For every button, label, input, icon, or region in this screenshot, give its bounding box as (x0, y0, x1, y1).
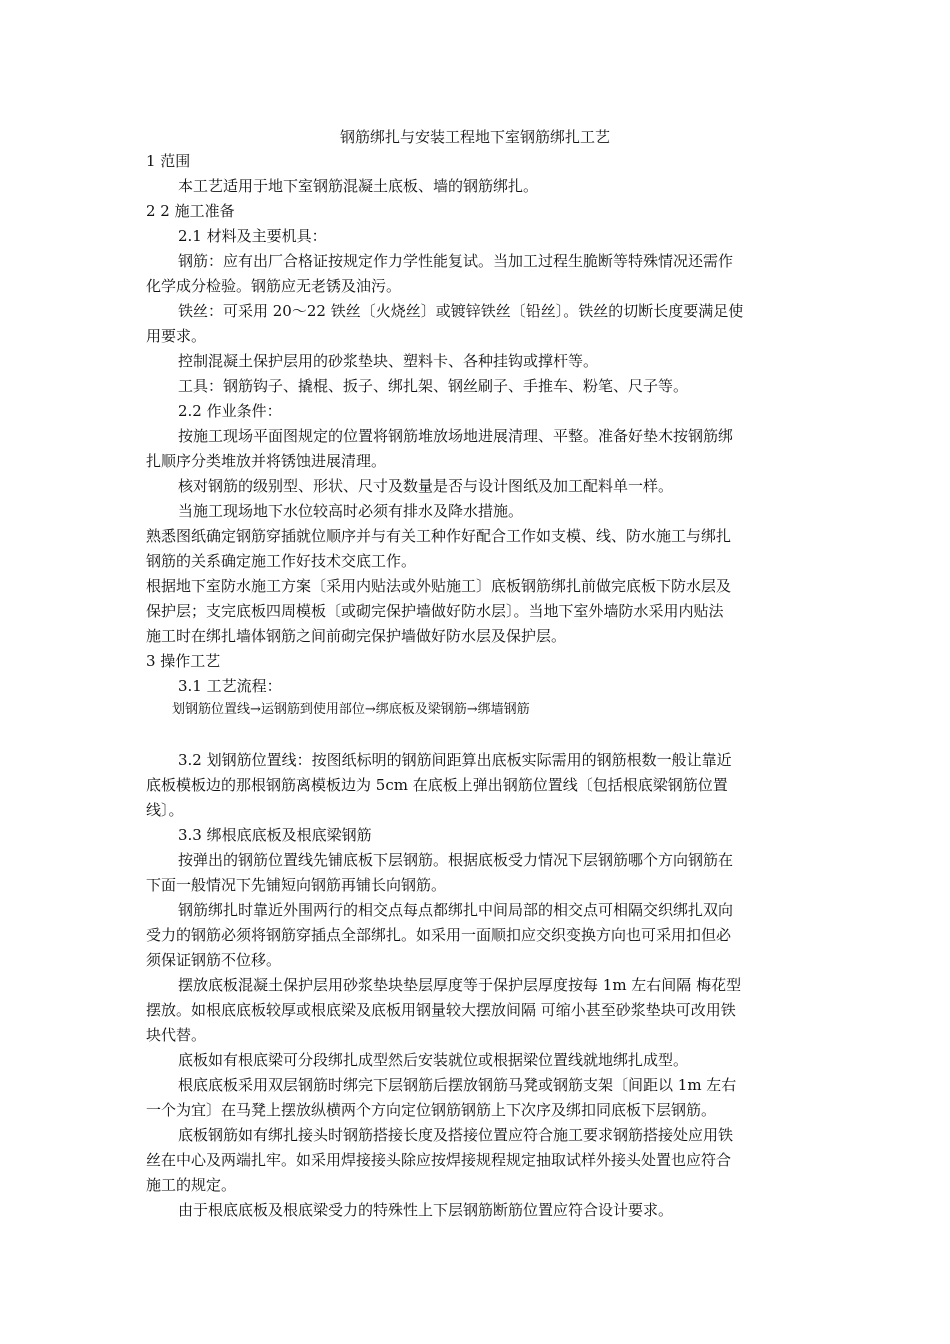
paragraph-line: 当施工现场地下水位较高时必须有排水及降水措施。 (178, 502, 524, 520)
paragraph-line: 核对钢筋的级别型、形状、尺寸及数量是否与设计图纸及加工配料单一样。 (178, 477, 674, 495)
paragraph-line: 摆放底板混凝土保护层用砂浆垫块垫层厚度等于保护层厚度按每 1m 左右间隔 梅花型 (178, 976, 742, 994)
paragraph-line: 线〕。 (146, 801, 184, 819)
paragraph-line: 铁丝：可采用 20～22 铁丝〔火烧丝〕或镀锌铁丝〔铅丝〕。铁丝的切断长度要满足使 (178, 302, 744, 320)
paragraph-line: 施工的规定。 (146, 1176, 237, 1194)
section-heading: 1 范围 (146, 152, 191, 170)
process-flow-line: 划钢筋位置线→运钢筋到使用部位→绑底板及梁钢筋→绑墙钢筋 (172, 702, 530, 717)
paragraph-line: 由于根底底板及根底梁受力的特殊性上下层钢筋断筋位置应符合设计要求。 (178, 1201, 674, 1219)
paragraph-line: 根底底板采用双层钢筋时绑完下层钢筋后摆放钢筋马凳或钢筋支架〔间距以 1m 左右 (178, 1076, 737, 1094)
paragraph-line: 化学成分检验。钢筋应无老锈及油污。 (146, 277, 402, 295)
subsection-heading: 3.1 工艺流程： (178, 677, 282, 695)
paragraph-line: 控制混凝土保护层用的砂浆垫块、塑料卡、各种挂钩或撑杆等。 (178, 352, 599, 370)
paragraph-line: 块代替。 (146, 1026, 207, 1044)
subsection-heading: 2.1 材料及主要机具： (178, 227, 327, 245)
paragraph-line: 工具：钢筋钩子、撬棍、扳子、绑扎架、钢丝刷子、手推车、粉笔、尺子等。 (178, 377, 689, 395)
paragraph-line: 底板模板边的那根钢筋离模板边为 5cm 在底板上弹出钢筋位置线〔包括根底梁钢筋位置 (146, 776, 728, 794)
paragraph-line: 须保证钢筋不位移。 (146, 951, 282, 969)
subsection-heading: 3.3 绑根底底板及根底梁钢筋 (178, 826, 372, 844)
paragraph-line: 钢筋的关系确定施工作好技术交底工作。 (146, 552, 417, 570)
paragraph-line: 一个为宜〕在马凳上摆放纵横两个方向定位钢筋钢筋上下次序及绑扣同底板下层钢筋。 (146, 1101, 717, 1119)
paragraph-line: 下面一般情况下先铺短向钢筋再铺长向钢筋。 (146, 876, 447, 894)
paragraph-line: 3.2 划钢筋位置线：按图纸标明的钢筋间距算出底板实际需用的钢筋根数一般让靠近 (178, 751, 732, 769)
section-heading: 2 2 施工准备 (146, 202, 235, 220)
paragraph-line: 用要求。 (146, 327, 207, 345)
paragraph-line: 根据地下室防水施工方案〔采用内贴法或外贴施工〕底板钢筋绑扎前做完底板下防水层及 (146, 577, 732, 595)
paragraph-line: 扎顺序分类堆放并将锈蚀进展清理。 (146, 452, 387, 470)
paragraph-line: 底板如有根底梁可分段绑扎成型然后安装就位或根据梁位置线就地绑扎成型。 (178, 1051, 689, 1069)
paragraph-line: 底板钢筋如有绑扎接头时钢筋搭接长度及搭接位置应符合施工要求钢筋搭接处应用铁 (178, 1126, 734, 1144)
paragraph-line: 保护层；支完底板四周模板〔或砌完保护墙做好防水层〕。当地下室外墙防水采用内贴法 (146, 602, 724, 620)
paragraph-line: 按弹出的钢筋位置线先铺底板下层钢筋。根据底板受力情况下层钢筋哪个方向钢筋在 (178, 851, 734, 869)
paragraph-line: 钢筋：应有出厂合格证按规定作力学性能复试。当加工过程生脆断等特殊情况还需作 (178, 252, 734, 270)
subsection-heading: 2.2 作业条件： (178, 402, 282, 420)
paragraph-line: 施工时在绑扎墙体钢筋之间前砌完保护墙做好防水层及保护层。 (146, 627, 567, 645)
paragraph-line: 钢筋绑扎时靠近外围两行的相交点每点都绑扎中间局部的相交点可相隔交织绑扎双向 (178, 901, 734, 919)
paragraph-line: 受力的钢筋必须将钢筋穿插点全部绑扎。如采用一面顺扣应交织变换方向也可采用扣但必 (146, 926, 732, 944)
paragraph-line: 按施工现场平面图规定的位置将钢筋堆放场地进展清理、平整。准备好垫木按钢筋绑 (178, 427, 734, 445)
document-title: 钢筋绑扎与安装工程地下室钢筋绑扎工艺 (339, 128, 610, 146)
paragraph-line: 摆放。如根底底板较厚或根底梁及底板用钢量较大摆放间隔 可缩小甚至砂浆垫块可改用铁 (146, 1001, 736, 1019)
paragraph-line: 本工艺适用于地下室钢筋混凝土底板、墙的钢筋绑扎。 (178, 177, 539, 195)
paragraph-line: 丝在中心及两端扎牢。如采用焊接接头除应按焊接规程规定抽取试样外接头处置也应符合 (146, 1151, 732, 1169)
paragraph-line: 熟悉图纸确定钢筋穿插就位顺序并与有关工种作好配合工作如支模、线、防水施工与绑扎 (146, 527, 732, 545)
section-heading: 3 操作工艺 (146, 652, 221, 670)
